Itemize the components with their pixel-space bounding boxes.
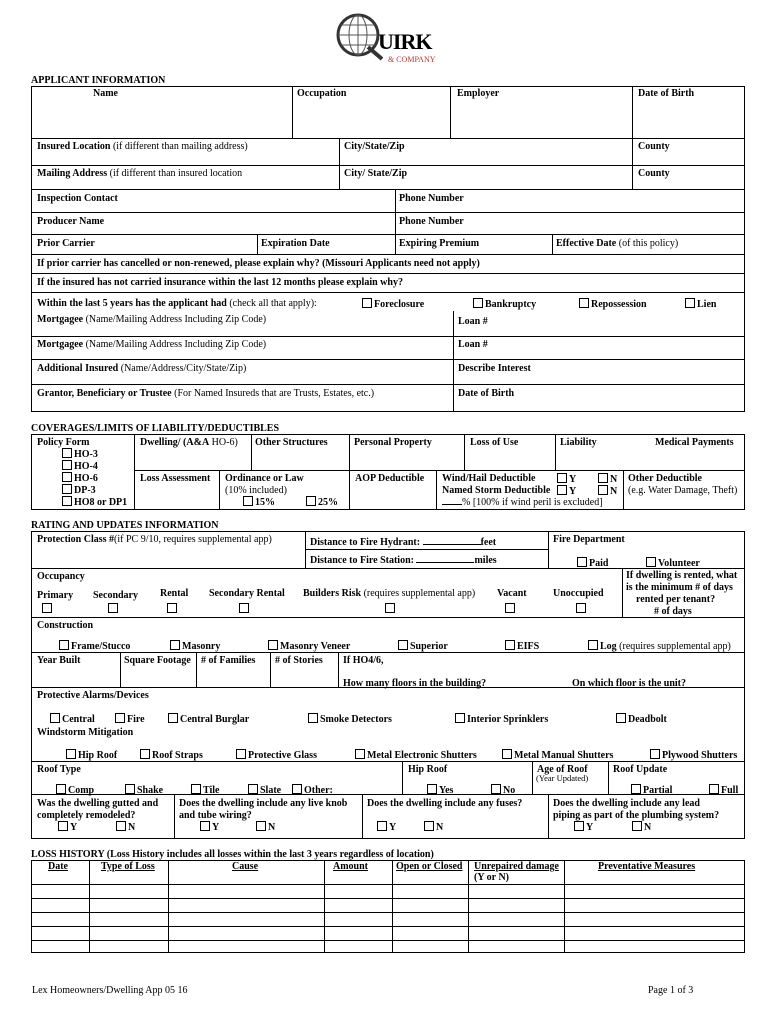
phone1-label: Phone Number (399, 193, 464, 204)
slate-checkbox[interactable] (248, 784, 258, 794)
masonry-veneer-option[interactable]: Masonry Veneer (268, 640, 350, 652)
wind-deductible-label: Wind/Hail Deductible (442, 473, 536, 484)
name-field[interactable] (32, 99, 291, 137)
roof-straps-checkbox[interactable] (140, 749, 150, 759)
coverages-heading: COVERAGES/LIMITS OF LIABILITY/DEDUCTIBLES (31, 423, 280, 434)
plywood-option[interactable]: Plywood Shutters (650, 749, 737, 761)
dob-label: Date of Birth (638, 88, 695, 99)
form-ho6-checkbox[interactable] (62, 472, 72, 482)
age-of-roof-label: Age of Roof (537, 764, 588, 775)
page-number: Page 1 of 3 (648, 985, 694, 996)
phone2-label: Phone Number (399, 216, 464, 227)
metal-electronic-checkbox[interactable] (355, 749, 365, 759)
form-ho3[interactable]: HO-3 (62, 448, 98, 460)
fuses-n[interactable]: N (424, 821, 443, 833)
foreclosure-option[interactable]: Foreclosure (362, 298, 424, 310)
shake-checkbox[interactable] (125, 784, 135, 794)
masonry-checkbox[interactable] (170, 640, 180, 650)
storm-y[interactable]: Y (557, 485, 576, 497)
gutted-y-checkbox[interactable] (58, 821, 68, 831)
log-checkbox[interactable] (588, 640, 598, 650)
secondary-rental-checkbox[interactable] (239, 603, 249, 613)
lien-checkbox[interactable] (685, 298, 695, 308)
form-ho4-checkbox[interactable] (62, 460, 72, 470)
partial-option[interactable]: Partial (631, 784, 672, 796)
aop-deductible-label: AOP Deductible (355, 473, 425, 484)
volunteer-checkbox[interactable] (646, 557, 656, 567)
gutted-n-checkbox[interactable] (116, 821, 126, 831)
secondary-rental-label: Secondary Rental (209, 588, 285, 599)
ordinance-15[interactable]: 15% (243, 496, 275, 508)
loan1-label: Loan # (458, 316, 488, 327)
wind-y[interactable]: Y (557, 473, 576, 485)
applicant-heading: APPLICANT INFORMATION (31, 75, 166, 86)
protection-class-label: Protection Class #(if PC 9/10, requires supplemental app) (37, 534, 272, 545)
inspection-contact-label: Inspection Contact (37, 193, 118, 204)
ordinance-15-checkbox[interactable] (243, 496, 253, 506)
families-label: # of Families (201, 655, 256, 666)
fuses-q: Does the dwelling include any fuses? (367, 798, 523, 809)
fire-dept-label: Fire Department (553, 534, 625, 545)
repossession-checkbox[interactable] (579, 298, 589, 308)
eifs-checkbox[interactable] (505, 640, 515, 650)
form-ho4[interactable]: HO-4 (62, 460, 98, 472)
other-structures-label: Other Structures (255, 437, 328, 448)
lead-n[interactable]: N (632, 821, 651, 833)
dob-field[interactable] (633, 99, 744, 137)
masonry-option[interactable]: Masonry (170, 640, 220, 652)
expiration-date-label: Expiration Date (261, 238, 330, 249)
not-carried-question: If the insured has not carried insurance within the last 12 months please explain why? (37, 277, 403, 288)
personal-property-label: Personal Property (354, 437, 432, 448)
bankruptcy-option[interactable]: Bankruptcy (473, 298, 536, 310)
form-dp3[interactable]: DP-3 (62, 484, 96, 496)
describe-interest-label: Describe Interest (458, 363, 531, 374)
hip-roof-option[interactable]: Hip Roof (66, 749, 117, 761)
lead-n-checkbox[interactable] (632, 821, 642, 831)
vacant-checkbox[interactable] (505, 603, 515, 613)
knob-q1: Does the dwelling include any live knob (179, 798, 348, 809)
col-amount: Amount (333, 861, 369, 872)
alarms-label: Protective Alarms/Devices (37, 690, 149, 701)
station-label: Distance to Fire Station: miles (310, 555, 497, 566)
lead-q2: piping as part of the plumbing system? (553, 810, 720, 821)
knob-q2: and tube wiring? (179, 810, 252, 821)
ordinance-25[interactable]: 25% (306, 496, 338, 508)
storm-n-checkbox[interactable] (598, 485, 608, 495)
protective-glass-checkbox[interactable] (236, 749, 246, 759)
form-dp3-checkbox[interactable] (62, 484, 72, 494)
storm-n[interactable]: N (598, 485, 617, 497)
lead-y[interactable]: Y (574, 821, 593, 833)
occupation-field[interactable] (293, 99, 449, 137)
sq-ft-label: Square Footage (124, 655, 191, 666)
loss-history-heading: LOSS HISTORY (Loss History includes all losses within the last 3 years regardless of location) (31, 849, 434, 860)
employer-label: Employer (457, 88, 500, 99)
gutted-y[interactable]: Y (58, 821, 77, 833)
tile-option[interactable]: Tile (191, 784, 219, 796)
rating-heading: RATING AND UPDATES INFORMATION (31, 520, 219, 531)
name-label: Name (93, 88, 118, 99)
metal-electronic-option[interactable]: Metal Electronic Shutters (355, 749, 477, 761)
within5-label: Within the last 5 years has the applicant had (check all that apply): (37, 298, 317, 309)
mortgagee2-label: Mortgagee (Name/Mailing Address Including Zip Code) (37, 339, 267, 350)
loss-of-use-label: Loss of Use (470, 437, 519, 448)
builders-risk-checkbox[interactable] (385, 603, 395, 613)
effective-date-label: Effective Date (of this policy) (556, 238, 679, 249)
rented-q4: # of days (654, 606, 692, 617)
county-label: County (638, 141, 670, 152)
tile-checkbox[interactable] (191, 784, 201, 794)
col-date: Date (48, 861, 68, 872)
form-ho6[interactable]: HO-6 (62, 472, 98, 484)
secondary-checkbox[interactable] (108, 603, 118, 613)
occupation-label: Occupation (297, 88, 347, 99)
other-deductible-note: (e.g. Water Damage, Theft) (628, 485, 738, 496)
other-checkbox[interactable] (292, 784, 302, 794)
paid-option[interactable]: Paid (577, 557, 608, 569)
form-id: Lex Homeowners/Dwelling App 05 16 (32, 985, 188, 996)
partial-checkbox[interactable] (631, 784, 641, 794)
lead-q1: Does the dwelling include any lead (553, 798, 700, 809)
primary-checkbox[interactable] (42, 603, 52, 613)
ordinance-25-checkbox[interactable] (306, 496, 316, 506)
col-unrepaired: Unrepaired damage (474, 861, 559, 872)
central-burglar-checkbox[interactable] (168, 713, 178, 723)
metal-manual-option[interactable]: Metal Manual Shutters (502, 749, 613, 761)
windstorm-label: Windstorm Mitigation (37, 727, 134, 738)
construction-label: Construction (37, 620, 94, 631)
hip-no-option[interactable]: No (491, 784, 515, 796)
central-burglar-option[interactable]: Central Burglar (168, 713, 249, 725)
comp-option[interactable]: Comp (56, 784, 94, 796)
hip-roof-checkbox[interactable] (66, 749, 76, 759)
year-updated-note: (Year Updated) (536, 773, 589, 783)
gutted-q2: completely remodeled? (37, 810, 136, 821)
slate-option[interactable]: Slate (248, 784, 281, 796)
csz-label: City/State/Zip (344, 141, 405, 152)
superior-checkbox[interactable] (398, 640, 408, 650)
wind-n-checkbox[interactable] (598, 473, 608, 483)
builders-risk-label: Builders Risk (requires supplemental app) (303, 588, 476, 599)
medical-payments-label: Medical Payments (655, 437, 734, 448)
rental-label: Rental (160, 588, 189, 599)
bankruptcy-checkbox[interactable] (473, 298, 483, 308)
insured-location-label: Insured Location (if different than mailing address) (37, 141, 248, 152)
storm-y-checkbox[interactable] (557, 485, 567, 495)
foreclosure-checkbox[interactable] (362, 298, 372, 308)
knob-n[interactable]: N (256, 821, 275, 833)
rented-q2: is the minimum # of days (626, 582, 733, 593)
shake-option[interactable]: Shake (125, 784, 163, 796)
full-checkbox[interactable] (709, 784, 719, 794)
hip-yes-checkbox[interactable] (427, 784, 437, 794)
paid-checkbox[interactable] (577, 557, 587, 567)
expiring-premium-label: Expiring Premium (399, 238, 480, 249)
knob-y-checkbox[interactable] (200, 821, 210, 831)
floors-label: How many floors in the building? (343, 678, 487, 689)
lead-y-checkbox[interactable] (574, 821, 584, 831)
form-ho8-checkbox[interactable] (62, 496, 72, 506)
roof-update-label: Roof Update (613, 764, 668, 775)
other-option[interactable]: Other: (292, 784, 333, 796)
logo-sub: & COMPANY (388, 55, 436, 64)
plywood-checkbox[interactable] (650, 749, 660, 759)
county2-label: County (638, 168, 670, 179)
ordinance-label: Ordinance or Law (225, 473, 304, 484)
fire-checkbox[interactable] (115, 713, 125, 723)
sprinklers-option[interactable]: Interior Sprinklers (455, 713, 548, 725)
deadbolt-option[interactable]: Deadbolt (616, 713, 667, 725)
knob-y[interactable]: Y (200, 821, 219, 833)
company-logo (336, 5, 446, 63)
grantor-label: Grantor, Beneficiary or Trustee (For Named Insureds that are Trusts, Estates, etc.) (37, 388, 375, 399)
loan2-label: Loan # (458, 339, 488, 350)
vacant-label: Vacant (497, 588, 527, 599)
employer-field[interactable] (451, 99, 631, 137)
protective-glass-option[interactable]: Protective Glass (236, 749, 317, 761)
masonry-veneer-checkbox[interactable] (268, 640, 278, 650)
producer-name-label: Producer Name (37, 216, 105, 227)
secondary-label: Secondary (93, 590, 138, 601)
hydrant-label: Distance to Fire Hydrant: feet (310, 537, 497, 548)
rented-q3: rented per tenant? (636, 594, 716, 605)
csz2-label: City/ State/Zip (344, 168, 408, 179)
unoccupied-checkbox[interactable] (576, 603, 586, 613)
dwelling-label: Dwelling/ (A&A HO-6) (140, 437, 238, 448)
fire-option[interactable]: Fire (115, 713, 145, 725)
mortgagee1-label: Mortgagee (Name/Mailing Address Including Zip Code) (37, 314, 267, 325)
rented-q1: If dwelling is rented, what (626, 570, 738, 581)
wind-pct-line: % [100% if wind peril is excluded] (442, 497, 603, 508)
unoccupied-label: Unoccupied (553, 588, 604, 599)
ordinance-note: (10% included) (225, 485, 287, 496)
col-unrepaired-sub: (Y or N) (474, 872, 509, 883)
primary-label: Primary (37, 590, 74, 601)
logo-name: UIRK (378, 29, 432, 54)
hip-yes-option[interactable]: Yes (427, 784, 453, 796)
additional-insured-label: Additional Insured (Name/Address/City/State/Zip) (37, 363, 247, 374)
form-ho8[interactable]: HO8 or DP1 (62, 496, 127, 508)
hip-no-checkbox[interactable] (491, 784, 501, 794)
frame-checkbox[interactable] (59, 640, 69, 650)
comp-checkbox[interactable] (56, 784, 66, 794)
roof-type-label: Roof Type (37, 764, 81, 775)
policy-form-label: Policy Form (37, 437, 90, 448)
roof-straps-option[interactable]: Roof Straps (140, 749, 203, 761)
eifs-option[interactable]: EIFS (505, 640, 539, 652)
full-option[interactable]: Full (709, 784, 738, 796)
hip-roof2-label: Hip Roof (408, 764, 448, 775)
metal-manual-checkbox[interactable] (502, 749, 512, 759)
gutted-n[interactable]: N (116, 821, 135, 833)
prior-carrier-label: Prior Carrier (37, 238, 95, 249)
volunteer-option[interactable]: Volunteer (646, 557, 700, 569)
gutted-q1: Was the dwelling gutted and (37, 798, 159, 809)
stories-label: # of Stories (275, 655, 323, 666)
col-type: Type of Loss (101, 861, 155, 872)
dob2-label: Date of Birth (458, 388, 515, 399)
smoke-option[interactable]: Smoke Detectors (308, 713, 392, 725)
named-storm-label: Named Storm Deductible (442, 485, 551, 496)
smoke-checkbox[interactable] (308, 713, 318, 723)
log-option[interactable]: Log (requires supplemental app) (588, 640, 731, 652)
wind-n[interactable]: N (598, 473, 617, 485)
cancelled-question: If prior carrier has cancelled or non-renewed, please explain why? (Missouri Applicants need not apply) (37, 258, 480, 269)
col-cause: Cause (232, 861, 259, 872)
form-ho3-checkbox[interactable] (62, 448, 72, 458)
repossession-option[interactable]: Repossession (579, 298, 647, 310)
frame-option[interactable]: Frame/Stucco (59, 640, 130, 652)
lien-option[interactable]: Lien (685, 298, 716, 310)
fuses-y[interactable]: Y (377, 821, 396, 833)
sprinklers-checkbox[interactable] (455, 713, 465, 723)
which-floor-label: On which floor is the unit? (572, 678, 686, 689)
mailing-address-label: Mailing Address (if different than insured location (37, 168, 243, 179)
deadbolt-checkbox[interactable] (616, 713, 626, 723)
central-option[interactable]: Central (50, 713, 95, 725)
col-open-closed: Open or Closed (396, 861, 463, 872)
fuses-y-checkbox[interactable] (377, 821, 387, 831)
liability-label: Liability (560, 437, 597, 448)
ho46-label: If HO4/6, (343, 655, 384, 666)
central-checkbox[interactable] (50, 713, 60, 723)
col-preventative: Preventative Measures (598, 861, 696, 872)
loss-assessment-label: Loss Assessment (140, 473, 211, 484)
rental-checkbox[interactable] (167, 603, 177, 613)
other-deductible-label: Other Deductible (628, 473, 702, 484)
year-built-label: Year Built (37, 655, 81, 666)
wind-y-checkbox[interactable] (557, 473, 567, 483)
superior-option[interactable]: Superior (398, 640, 448, 652)
fuses-n-checkbox[interactable] (424, 821, 434, 831)
knob-n-checkbox[interactable] (256, 821, 266, 831)
occupancy-label: Occupancy (37, 571, 85, 582)
